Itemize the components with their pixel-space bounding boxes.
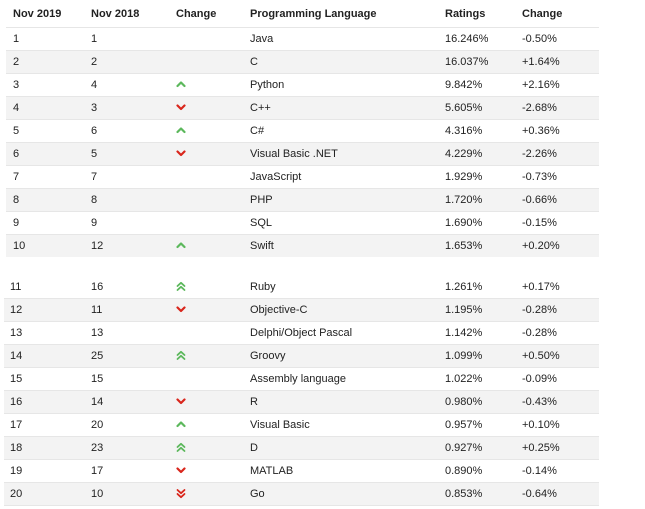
rating-change-cell: +0.17% — [522, 276, 599, 299]
rank-2019-cell: 13 — [4, 322, 91, 345]
header-change[interactable]: Change — [176, 7, 217, 20]
rank-2018-cell: 10 — [91, 483, 176, 506]
rank-2018-cell: 4 — [91, 74, 176, 97]
rank-2019-cell: 1 — [6, 28, 91, 51]
rating-change-cell: +0.20% — [522, 235, 599, 258]
rank-2018-cell: 6 — [91, 120, 176, 143]
rating-change-cell: +0.50% — [522, 345, 599, 368]
rating-cell: 1.142% — [445, 322, 522, 345]
rating-cell: 1.720% — [445, 189, 522, 212]
bottom-table-body — [4, 276, 599, 506]
language-cell: SQL — [250, 212, 445, 235]
language-cell: Python — [250, 74, 445, 97]
rank-2019-cell: 17 — [4, 414, 91, 437]
rank-2019-cell: 2 — [6, 51, 91, 74]
top-ranking-table — [6, 0, 599, 257]
rank-2018-cell: 5 — [91, 143, 176, 166]
double-chevron-up-icon — [176, 281, 186, 291]
rating-cell: 0.853% — [445, 483, 522, 506]
language-cell: Go — [250, 483, 445, 506]
language-cell: PHP — [250, 189, 445, 212]
trend-cell — [176, 235, 250, 258]
table-row[interactable] — [6, 143, 599, 166]
header-ratings[interactable]: Ratings — [445, 7, 486, 20]
table-row[interactable] — [6, 51, 599, 74]
table-row[interactable] — [4, 414, 599, 437]
trend-cell — [176, 74, 250, 97]
chevron-down-icon — [176, 102, 186, 112]
rating-change-cell: -0.14% — [522, 460, 599, 483]
rating-cell: 9.842% — [445, 74, 522, 97]
rank-2018-cell: 7 — [91, 166, 176, 189]
rating-change-cell: +2.16% — [522, 74, 599, 97]
language-cell: R — [250, 391, 445, 414]
trend-cell — [176, 391, 250, 414]
double-chevron-up-icon — [176, 442, 186, 452]
chevron-down-icon — [176, 465, 186, 475]
table-row[interactable] — [6, 166, 599, 189]
table-row[interactable] — [6, 212, 599, 235]
chevron-down-icon — [176, 396, 186, 406]
rank-2019-cell: 5 — [6, 120, 91, 143]
trend-cell — [176, 368, 250, 391]
rating-cell: 16.037% — [445, 51, 522, 74]
double-chevron-up-icon — [176, 350, 186, 360]
language-cell: JavaScript — [250, 166, 445, 189]
table-row[interactable] — [6, 74, 599, 97]
table-header-row — [6, 0, 599, 28]
table-row[interactable] — [6, 235, 599, 258]
rating-cell: 5.605% — [445, 97, 522, 120]
trend-cell — [176, 166, 250, 189]
language-cell: Objective-C — [250, 299, 445, 322]
rank-2019-cell: 3 — [6, 74, 91, 97]
trend-cell — [176, 97, 250, 120]
language-cell: C# — [250, 120, 445, 143]
rating-change-cell: -0.66% — [522, 189, 599, 212]
trend-cell — [176, 212, 250, 235]
rating-change-cell: -0.09% — [522, 368, 599, 391]
table-row[interactable] — [6, 120, 599, 143]
trend-cell — [176, 437, 250, 460]
header-ratings-change[interactable]: Change — [522, 7, 563, 20]
table-row[interactable] — [4, 460, 599, 483]
rating-change-cell: -0.28% — [522, 299, 599, 322]
header-programming-language[interactable]: Programming Language — [250, 7, 377, 20]
language-cell: Delphi/Object Pascal — [250, 322, 445, 345]
chevron-up-icon — [176, 240, 186, 250]
rank-2018-cell: 8 — [91, 189, 176, 212]
rating-cell: 0.980% — [445, 391, 522, 414]
language-cell: Assembly language — [250, 368, 445, 391]
table-row[interactable] — [4, 391, 599, 414]
double-chevron-down-icon — [176, 488, 186, 498]
rating-change-cell: -2.68% — [522, 97, 599, 120]
table-row[interactable] — [6, 28, 599, 51]
table-row[interactable] — [6, 189, 599, 212]
language-cell: Groovy — [250, 345, 445, 368]
rating-cell: 1.690% — [445, 212, 522, 235]
rank-2019-cell: 20 — [4, 483, 91, 506]
rating-change-cell: -0.64% — [522, 483, 599, 506]
rank-2019-cell: 10 — [6, 235, 91, 258]
rank-2018-cell: 17 — [91, 460, 176, 483]
rank-2019-cell: 15 — [4, 368, 91, 391]
rating-change-cell: -0.43% — [522, 391, 599, 414]
rank-2019-cell: 16 — [4, 391, 91, 414]
rating-cell: 0.890% — [445, 460, 522, 483]
trend-cell — [176, 189, 250, 212]
trend-cell — [176, 120, 250, 143]
table-row[interactable] — [4, 483, 599, 506]
language-cell: Java — [250, 28, 445, 51]
table-row[interactable] — [4, 345, 599, 368]
table-row[interactable] — [4, 437, 599, 460]
rank-2019-cell: 18 — [4, 437, 91, 460]
table-row[interactable] — [4, 322, 599, 345]
language-cell: Visual Basic — [250, 414, 445, 437]
rank-2018-cell: 13 — [91, 322, 176, 345]
rank-2019-cell: 4 — [6, 97, 91, 120]
table-row[interactable] — [4, 276, 599, 299]
rank-2018-cell: 2 — [91, 51, 176, 74]
header-nov-2019[interactable]: Nov 2019 — [13, 7, 62, 20]
rank-2018-cell: 14 — [91, 391, 176, 414]
trend-cell — [176, 414, 250, 437]
trend-cell — [176, 483, 250, 506]
language-cell: Visual Basic .NET — [250, 143, 445, 166]
rating-cell: 4.316% — [445, 120, 522, 143]
trend-cell — [176, 276, 250, 299]
rank-2018-cell: 3 — [91, 97, 176, 120]
rating-cell: 16.246% — [445, 28, 522, 51]
top-table-body — [6, 28, 599, 258]
language-cell: C++ — [250, 97, 445, 120]
rank-2019-cell: 9 — [6, 212, 91, 235]
rank-2018-cell: 12 — [91, 235, 176, 258]
chevron-up-icon — [176, 125, 186, 135]
chevron-down-icon — [176, 304, 186, 314]
rating-change-cell: +0.10% — [522, 414, 599, 437]
rank-2019-cell: 6 — [6, 143, 91, 166]
rating-cell: 0.957% — [445, 414, 522, 437]
rating-change-cell: -2.26% — [522, 143, 599, 166]
table-row[interactable] — [6, 97, 599, 120]
rank-2018-cell: 23 — [91, 437, 176, 460]
rank-2019-cell: 8 — [6, 189, 91, 212]
rating-cell: 1.261% — [445, 276, 522, 299]
rating-change-cell: -0.73% — [522, 166, 599, 189]
rating-change-cell: -0.28% — [522, 322, 599, 345]
rank-2018-cell: 15 — [91, 368, 176, 391]
language-cell: D — [250, 437, 445, 460]
trend-cell — [176, 460, 250, 483]
rating-change-cell: +0.36% — [522, 120, 599, 143]
rating-cell: 4.229% — [445, 143, 522, 166]
header-nov-2018[interactable]: Nov 2018 — [91, 7, 140, 20]
language-cell: C — [250, 51, 445, 74]
trend-cell — [176, 322, 250, 345]
rank-2018-cell: 1 — [91, 28, 176, 51]
rank-2018-cell: 9 — [91, 212, 176, 235]
rank-2018-cell: 11 — [91, 299, 176, 322]
language-cell: Swift — [250, 235, 445, 258]
language-cell: MATLAB — [250, 460, 445, 483]
table-row[interactable] — [4, 368, 599, 391]
rank-2019-cell: 14 — [4, 345, 91, 368]
trend-cell — [176, 143, 250, 166]
rating-cell: 1.022% — [445, 368, 522, 391]
chevron-down-icon — [176, 148, 186, 158]
chevron-up-icon — [176, 419, 186, 429]
rank-2018-cell: 16 — [91, 276, 176, 299]
rank-2019-cell: 7 — [6, 166, 91, 189]
rank-2019-cell: 12 — [4, 299, 91, 322]
rating-change-cell: +1.64% — [522, 51, 599, 74]
rating-cell: 1.195% — [445, 299, 522, 322]
trend-cell — [176, 51, 250, 74]
rating-cell: 1.929% — [445, 166, 522, 189]
rating-cell: 1.099% — [445, 345, 522, 368]
rating-change-cell: -0.15% — [522, 212, 599, 235]
rating-cell: 0.927% — [445, 437, 522, 460]
rank-2019-cell: 19 — [4, 460, 91, 483]
bottom-ranking-table — [4, 276, 599, 506]
rank-2018-cell: 20 — [91, 414, 176, 437]
trend-cell — [176, 299, 250, 322]
rank-2019-cell: 11 — [4, 276, 91, 299]
rating-cell: 1.653% — [445, 235, 522, 258]
trend-cell — [176, 345, 250, 368]
trend-cell — [176, 28, 250, 51]
rank-2018-cell: 25 — [91, 345, 176, 368]
rating-change-cell: +0.25% — [522, 437, 599, 460]
language-cell: Ruby — [250, 276, 445, 299]
chevron-up-icon — [176, 79, 186, 89]
rating-change-cell: -0.50% — [522, 28, 599, 51]
table-row[interactable] — [4, 299, 599, 322]
